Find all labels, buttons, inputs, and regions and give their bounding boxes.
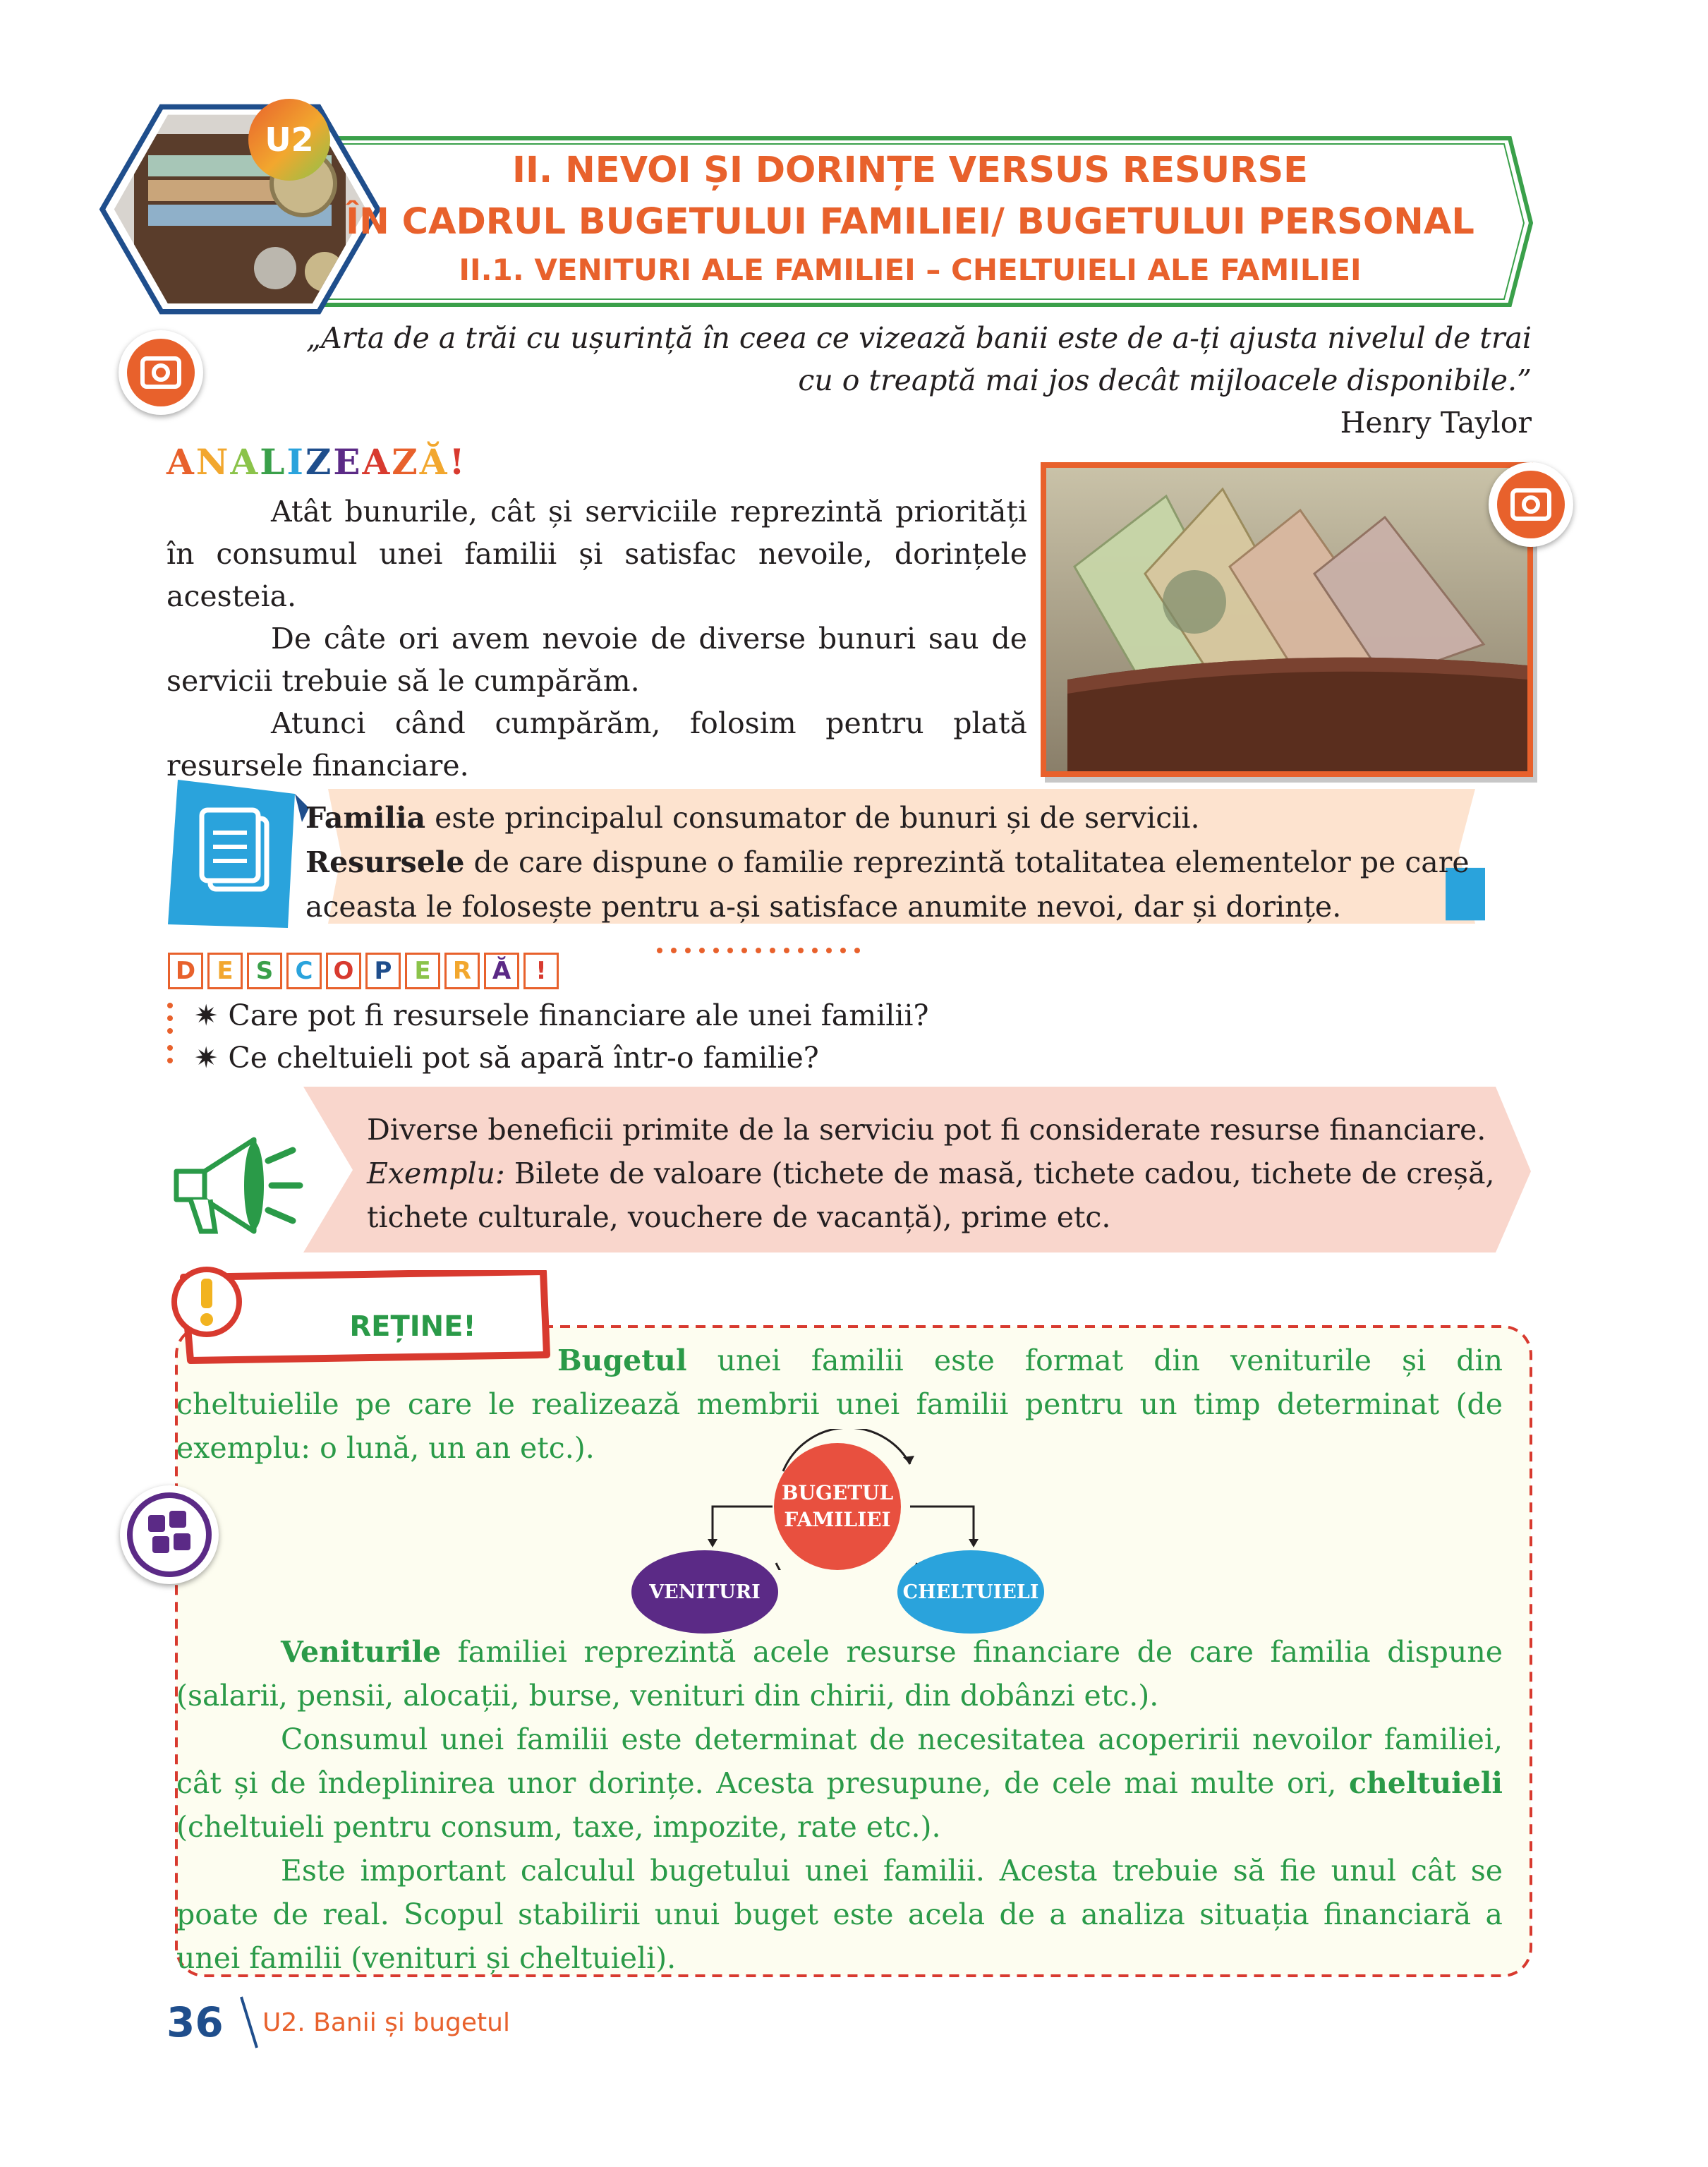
term-veniturile: Veniturile	[281, 1635, 442, 1669]
heading-letter: S	[247, 953, 282, 989]
term-cheltuieli: cheltuieli	[1349, 1766, 1503, 1800]
quote-author: Henry Taylor	[1340, 406, 1532, 440]
question-item: ✷ Ce cheltuieli pot să apară într-o familie?	[194, 1041, 819, 1075]
paragraph: Veniturile familiei reprezintă acele resurse financiare de care familia dispune (salarii, pensii, alocații, burse, venituri din chirii, din dobânzi etc.).	[176, 1635, 1503, 1713]
question-item: ✷ Care pot fi resursele financiare ale unei familii?	[194, 998, 929, 1032]
retine-paragraph1: Bugetul unei familii este format din veniturile și din cheltuielile pe care le realizează membrii unei familii pentru un timp determinat (de exemplu: o lună, un an etc.).	[176, 1344, 1503, 1465]
heading-letter: P	[365, 953, 401, 989]
diagram-node-budget: BUGETUL FAMILIEI	[774, 1443, 901, 1570]
puzzle-icon	[120, 1485, 219, 1584]
heading-letter: Ă	[484, 953, 519, 989]
retine-label: REȚINE!	[349, 1310, 476, 1343]
heading-letter: A	[362, 441, 392, 483]
heading-letter: E	[207, 953, 243, 989]
footer-section: U2. Banii și bugetul	[262, 2008, 510, 2037]
footer-divider	[238, 1994, 260, 2051]
chapter-title: II. NEVOI ȘI DORINȚE VERSUS RESURSE	[511, 150, 1309, 191]
page-number: 36	[166, 1998, 224, 2046]
heading-letter: E	[333, 441, 363, 483]
unit-badge: U2	[248, 99, 330, 181]
heading-letter: Z	[305, 441, 334, 483]
term-bugetul: Bugetul	[557, 1344, 687, 1377]
definition-line2: de care dispune o familie reprezintă totalitatea elementelor pe care aceasta le folosește pentru a-și satisface anumite nevoi, dar și dorințe.	[305, 845, 1470, 924]
quote-line2: cu o treaptă mai jos decât mijloacele disponibile.”	[798, 363, 1532, 397]
example-text: Bilete de valoare (tichete de masă, tichete cadou, tichete de creșă, tichete culturale, vouchere de vacanță), prime etc.	[367, 1157, 1495, 1234]
descopera-heading	[168, 953, 559, 989]
heading-letter: N	[195, 441, 231, 483]
diagram-node-cheltuieli: CHELTUIELI	[897, 1550, 1044, 1634]
heading-letter: R	[444, 953, 480, 989]
diagram-node-venituri: VENITURI	[631, 1550, 778, 1634]
definition-text	[305, 796, 1533, 929]
section-title: II.1. VENITURI ALE FAMILIEI – CHELTUIELI ALE FAMILIEI	[459, 253, 1362, 287]
definition-line1: este principalul consumator de bunuri și de servicii.	[425, 801, 1200, 835]
money-wallet-photo	[1041, 462, 1533, 777]
analizeaza-text	[166, 490, 1027, 787]
paragraph: Consumul unei familii este determinat de necesitatea acoperirii nevoilor familiei, cât și de îndeplinirea unor dorințe. Acesta presupune, de cele mai multe ori, cheltuieli (cheltuieli pentru consum, taxe, impozite, rate etc.).	[176, 1722, 1503, 1844]
megaphone-icon	[162, 1129, 303, 1245]
heading-letter: E	[405, 953, 440, 989]
heading-letter: C	[286, 953, 322, 989]
analizeaza-heading	[166, 441, 467, 483]
camera-icon	[119, 330, 203, 415]
star-bullet-icon: ✷	[194, 1041, 219, 1075]
heading-letter: Ă	[419, 441, 449, 483]
chapter-title-line2: ÎN CADRUL BUGETULUI FAMILIEI/ BUGETULUI PERSONAL	[346, 201, 1474, 243]
info-text	[367, 1108, 1510, 1239]
heading-letter: A	[230, 441, 260, 483]
camera-icon	[1489, 462, 1573, 547]
heading-letter: I	[286, 441, 305, 483]
heading-letter: O	[326, 953, 361, 989]
paragraph: Este important calculul bugetului unei familii. Acesta trebuie să fie unul cât se poate de real. Scopul stabilirii unui buget este acela de a analiza situația financiară a unei familii (venituri și cheltuieli).	[176, 1854, 1503, 1975]
term-resursele: Resursele	[305, 845, 465, 879]
retine-paragraphs	[176, 1630, 1503, 1980]
term-familia: Familia	[305, 801, 426, 835]
heading-letter: D	[168, 953, 203, 989]
heading-letter: !	[523, 953, 559, 989]
exclamation-icon	[168, 1263, 246, 1344]
example-label: Exemplu:	[367, 1157, 505, 1190]
document-icon	[168, 780, 309, 938]
heading-letter: L	[260, 441, 287, 483]
heading-letter: A	[166, 441, 196, 483]
paragraph: Atunci când cumpărăm, folosim pentru plată resursele financiare.	[166, 706, 1027, 783]
heading-letter: !	[449, 441, 467, 483]
info-line1: Diverse beneficii primite de la serviciu pot fi considerate resurse financiare.	[367, 1113, 1486, 1147]
heading-letter: Z	[392, 441, 420, 483]
paragraph: De câte ori avem nevoie de diverse bunuri sau de servicii trebuie să le cumpărăm.	[166, 622, 1027, 698]
star-bullet-icon: ✷	[194, 998, 219, 1032]
paragraph: Atât bunurile, cât și serviciile reprezintă priorități în consumul unei familii și satisfac nevoile, dorințele acesteia.	[166, 495, 1027, 613]
quote-line1: „Arta de a trăi cu ușurință în ceea ce vizează banii este de a-ți ajusta nivelul de trai	[305, 321, 1532, 355]
